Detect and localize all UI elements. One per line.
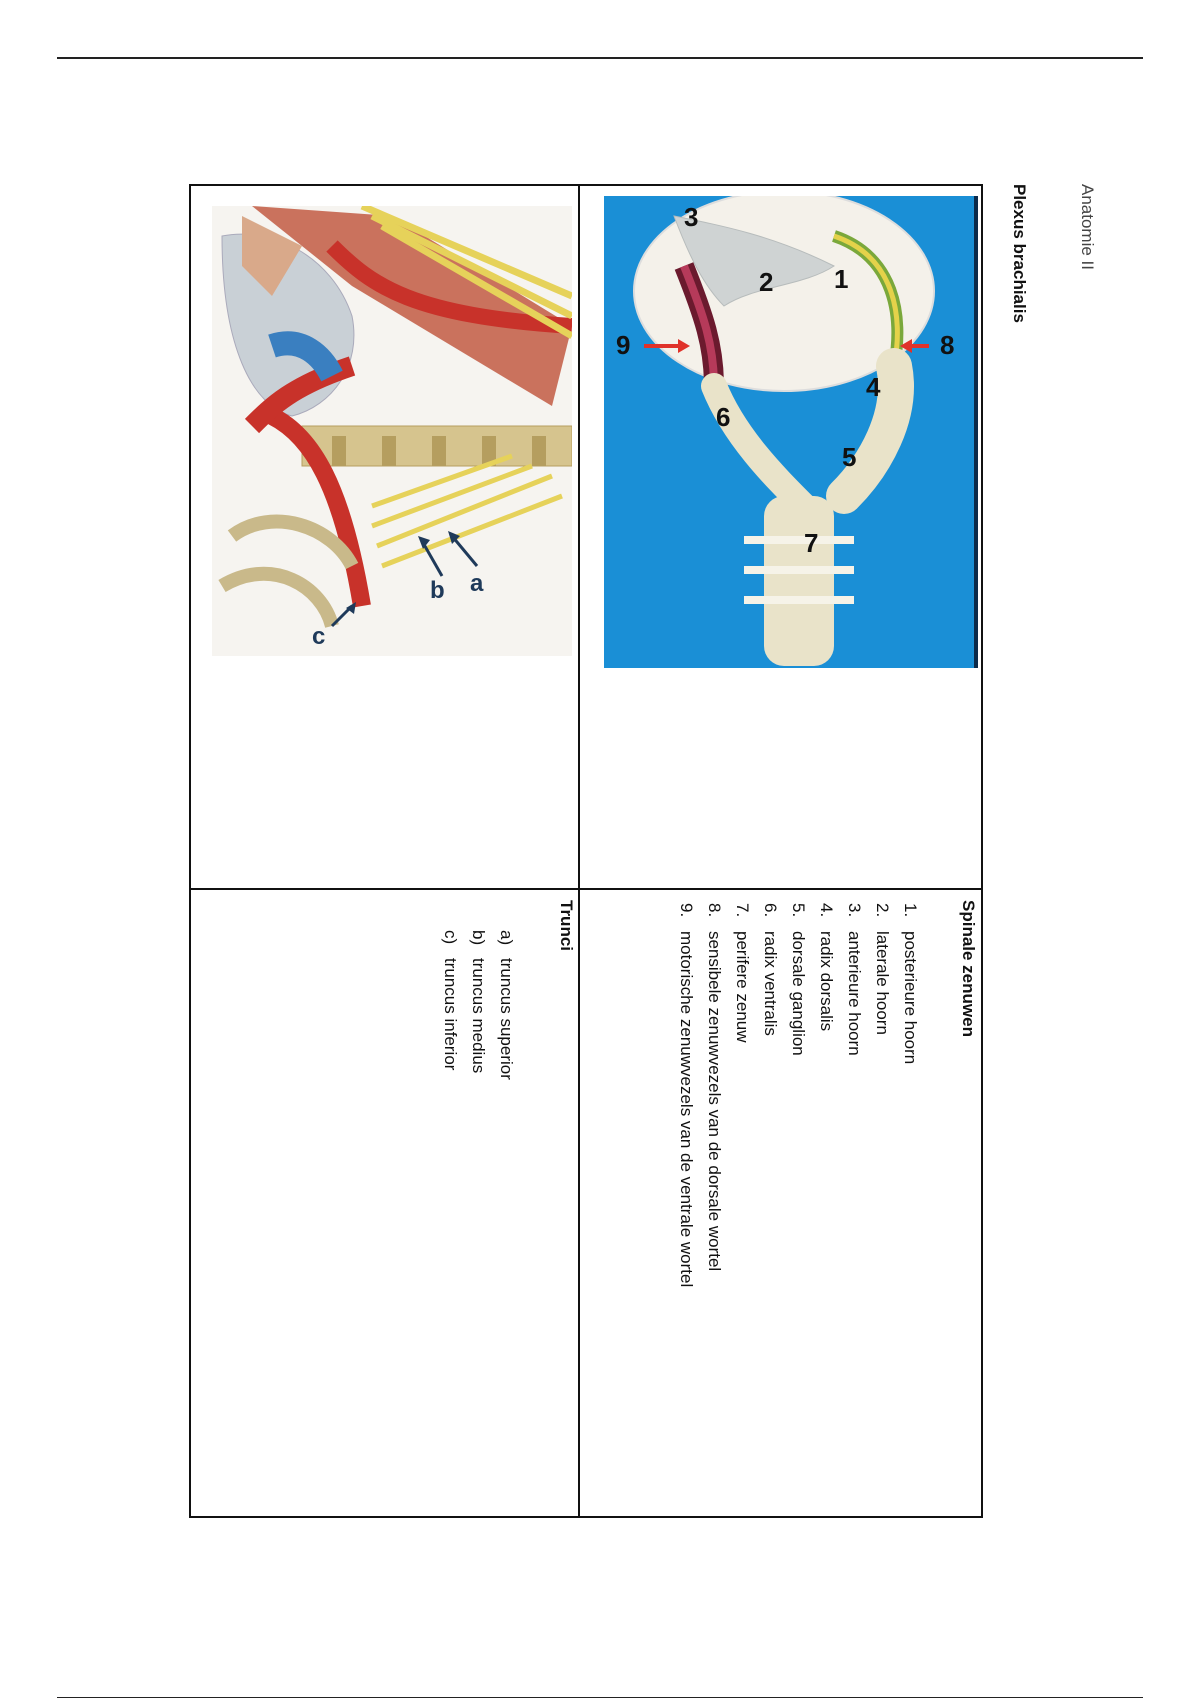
figure-label-c: c [312,623,326,650]
figure-label-6: 6 [716,402,731,432]
figure-label-b: b [430,577,445,604]
figure-label-2: 2 [759,267,774,297]
figure-label-1: 1 [834,264,849,294]
table-column-divider [578,184,580,1518]
spinal-nerve-figure [604,196,978,668]
list-item: 8.sensibele zenuwvezels van de dorsale wortel [705,903,724,1272]
list-item: c)truncus inferior [441,930,460,1071]
list-item: b)truncus medius [469,930,488,1074]
section-title-trunci: Trunci [557,900,576,952]
list-item: 2.laterale hoorn [873,903,892,1035]
figure-label-3: 3 [684,202,699,232]
list-item: a)truncus superior [497,930,516,1080]
figure-label-7: 7 [804,528,819,558]
list-item: 7.perifere zenuw [733,903,752,1043]
bottom-rule [57,1697,1143,1698]
list-item: 5.dorsale ganglion [789,903,808,1056]
list-item: 3.anterieure hoorn [845,903,864,1056]
figure-label-5: 5 [842,442,857,472]
list-item: 1.posterieure hoorn [901,903,920,1065]
figure-label-4: 4 [866,372,881,402]
spinal-nerve-list [672,903,924,1287]
figure-label-9: 9 [616,330,631,360]
course-header: Anatomie II [1078,184,1097,270]
list-item: 4.radix dorsalis [817,903,836,1032]
section-title-spinal: Spinale zenuwen [959,900,978,1037]
list-item: 6.radix ventralis [761,903,780,1036]
page-title: Plexus brachialis [1010,184,1029,323]
table-row-divider [189,888,983,890]
trunci-list [436,930,520,1080]
list-item: 9.motorische zenuwvezels van de ventrale wortel [677,903,696,1288]
figure-label-a: a [470,570,484,597]
top-rule [57,57,1143,59]
brachial-plexus-figure [212,206,572,656]
figure-label-8: 8 [940,330,955,360]
